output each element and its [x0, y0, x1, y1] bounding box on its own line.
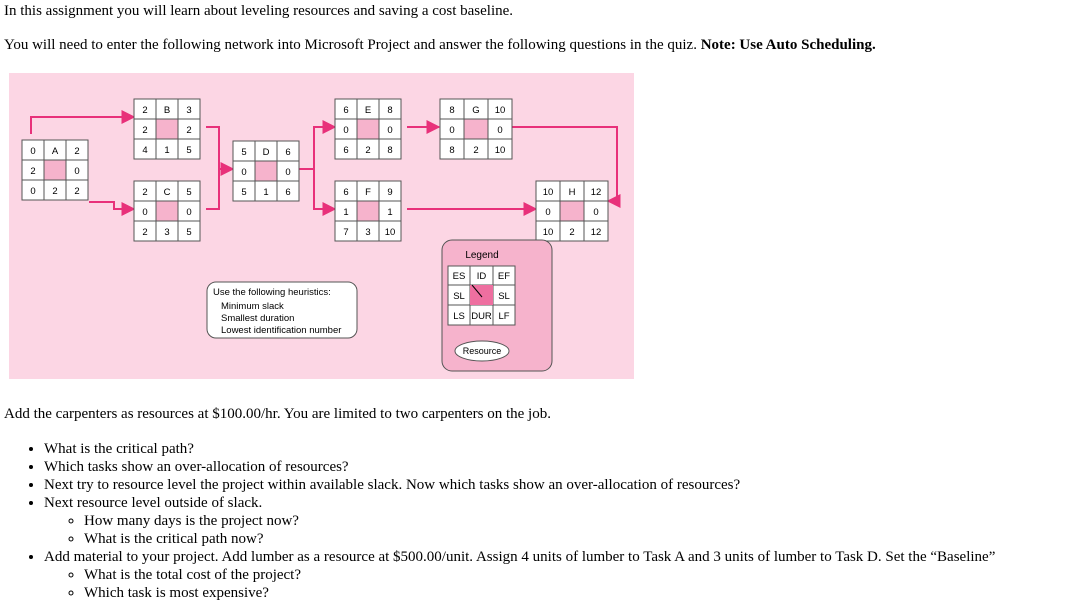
heuristics-box	[207, 282, 357, 338]
task-b-sl-right: 2	[186, 125, 192, 136]
task-f-ls: 7	[343, 227, 349, 238]
task-a-sl-right: 0	[74, 166, 80, 177]
task-g-es: 8	[449, 105, 455, 116]
sub-question-item: ◦ Which task is most expensive?	[84, 584, 995, 602]
task-e-sl-right: 0	[387, 125, 393, 136]
question-text: Add material to your project. Add lumber as a resource at $500.00/unit. Assign 4 units of lumber to Task A and 3 units of lumber to Task D. Set the “Baseline”	[44, 549, 996, 565]
task-node-d	[233, 141, 299, 201]
task-g-sl-right: 0	[497, 125, 503, 136]
task-e-ef: 8	[387, 105, 393, 116]
legend-sl-left: SL	[453, 291, 465, 302]
task-e-id: E	[364, 105, 372, 116]
task-d-lf: 6	[285, 187, 291, 198]
network-diagram	[9, 73, 634, 379]
task-g-ls: 8	[449, 145, 455, 156]
task-b-dur: 1	[164, 145, 170, 156]
task-c-ls: 2	[142, 227, 148, 238]
task-h-ef: 12	[590, 187, 602, 198]
task-node-resource-cell	[357, 119, 379, 139]
task-g-id: G	[472, 105, 480, 116]
sub-question-list	[44, 512, 995, 548]
legend-es: ES	[452, 271, 466, 282]
question-item	[44, 494, 995, 548]
legend-title: Legend	[465, 250, 499, 261]
task-e-dur: 2	[365, 145, 371, 156]
carpenters-instruction: Add the carpenters as resources at $100.00/hr. You are limited to two carpenters on the job.	[4, 406, 551, 422]
legend-sl-right: SL	[498, 291, 510, 302]
legend-resource: Resource	[462, 346, 502, 356]
task-h-sl-right: 0	[593, 207, 599, 218]
task-d-id: D	[262, 147, 270, 158]
task-c-dur: 3	[164, 227, 170, 238]
task-a-dur: 2	[52, 186, 58, 197]
task-h-lf: 12	[590, 227, 602, 238]
task-g-lf: 10	[494, 145, 506, 156]
intro-line-1: In this assignment you will learn about leveling resources and saving a cost baseline.	[4, 3, 514, 19]
sub-question-item: ◦ What is the total cost of the project?	[84, 566, 995, 584]
task-b-es: 2	[142, 105, 148, 116]
task-a-ef: 2	[74, 146, 80, 157]
task-d-es: 5	[241, 147, 247, 158]
task-c-sl-right: 0	[186, 207, 192, 218]
task-b-sl-left: 2	[142, 125, 148, 136]
question-list	[0, 440, 995, 602]
task-g-sl-left: 0	[449, 125, 455, 136]
task-node-resource-cell	[156, 119, 178, 139]
task-node-resource-cell	[560, 201, 584, 221]
task-node-f	[335, 181, 401, 241]
task-b-ls: 4	[142, 145, 148, 156]
task-node-h	[536, 181, 608, 241]
task-node-g	[440, 99, 512, 159]
task-c-sl-left: 0	[142, 207, 148, 218]
task-c-ef: 5	[186, 187, 192, 198]
task-node-a	[22, 140, 88, 200]
task-f-sl-left: 1	[343, 207, 349, 218]
question-item: • What is the critical path?	[44, 440, 995, 458]
task-h-dur: 2	[569, 227, 575, 238]
legend-ls: LS	[453, 311, 465, 322]
task-c-es: 2	[142, 187, 148, 198]
legend	[442, 240, 552, 371]
intro-line-2	[4, 37, 876, 54]
legend-ef: EF	[497, 271, 511, 282]
task-f-sl-right: 1	[387, 207, 393, 218]
heuristic-item: Minimum slack	[221, 301, 284, 312]
task-h-es: 10	[542, 187, 554, 198]
legend-lf: LF	[498, 311, 510, 322]
task-e-ls: 6	[343, 145, 349, 156]
task-a-sl-left: 2	[30, 166, 36, 177]
task-node-b	[134, 99, 200, 159]
task-h-sl-left: 0	[545, 207, 551, 218]
intro-note: Note: Use Auto Scheduling.	[700, 37, 876, 53]
heuristics-title: Use the following heuristics:	[213, 287, 331, 298]
task-node-resource-cell	[255, 161, 277, 181]
task-b-ef: 3	[186, 105, 192, 116]
task-e-sl-left: 0	[343, 125, 349, 136]
task-node-c	[134, 181, 200, 241]
task-f-es: 6	[343, 187, 349, 198]
task-f-lf: 10	[384, 227, 396, 238]
task-d-ef: 6	[285, 147, 291, 158]
legend-id: ID	[476, 271, 487, 282]
heuristic-item: Lowest identification number	[221, 325, 342, 336]
task-f-dur: 3	[365, 227, 371, 238]
task-e-lf: 8	[387, 145, 393, 156]
task-a-lf: 2	[74, 186, 80, 197]
task-f-ef: 9	[387, 187, 393, 198]
task-a-ls: 0	[30, 186, 36, 197]
task-b-id: B	[163, 105, 171, 116]
question-text: Next resource level outside of slack.	[44, 495, 263, 511]
task-h-id: H	[568, 187, 576, 198]
task-node-resource-cell	[156, 201, 178, 221]
question-item: • Which tasks show an over-allocation of resources?	[44, 458, 995, 476]
heuristic-item: Smallest duration	[221, 313, 295, 324]
task-d-ls: 5	[241, 187, 247, 198]
sub-question-list	[44, 566, 995, 602]
task-d-sl-left: 0	[241, 167, 247, 178]
task-f-id: F	[365, 187, 371, 198]
task-g-ef: 10	[494, 105, 506, 116]
task-node-resource-cell	[44, 160, 66, 180]
question-item	[44, 548, 995, 602]
sub-question-item: ◦ What is the critical path now?	[84, 530, 995, 548]
sub-question-item: ◦ How many days is the project now?	[84, 512, 995, 530]
task-c-id: C	[163, 187, 171, 198]
task-node-e	[335, 99, 401, 159]
task-h-ls: 10	[542, 227, 554, 238]
legend-dur: DUR	[471, 311, 492, 322]
task-e-es: 6	[343, 105, 349, 116]
task-a-es: 0	[30, 146, 36, 157]
task-g-dur: 2	[473, 145, 479, 156]
task-node-resource-cell	[357, 201, 379, 221]
task-a-id: A	[51, 146, 59, 157]
task-node-resource-cell	[464, 119, 488, 139]
intro-line-2-text: You will need to enter the following network into Microsoft Project and answer the following questions in the quiz.	[4, 37, 701, 53]
question-item: • Next try to resource level the project within available slack. Now which tasks show an over-allocation of resources?	[44, 476, 995, 494]
task-d-dur: 1	[263, 187, 269, 198]
task-c-lf: 5	[186, 227, 192, 238]
task-d-sl-right: 0	[285, 167, 291, 178]
task-b-lf: 5	[186, 145, 192, 156]
